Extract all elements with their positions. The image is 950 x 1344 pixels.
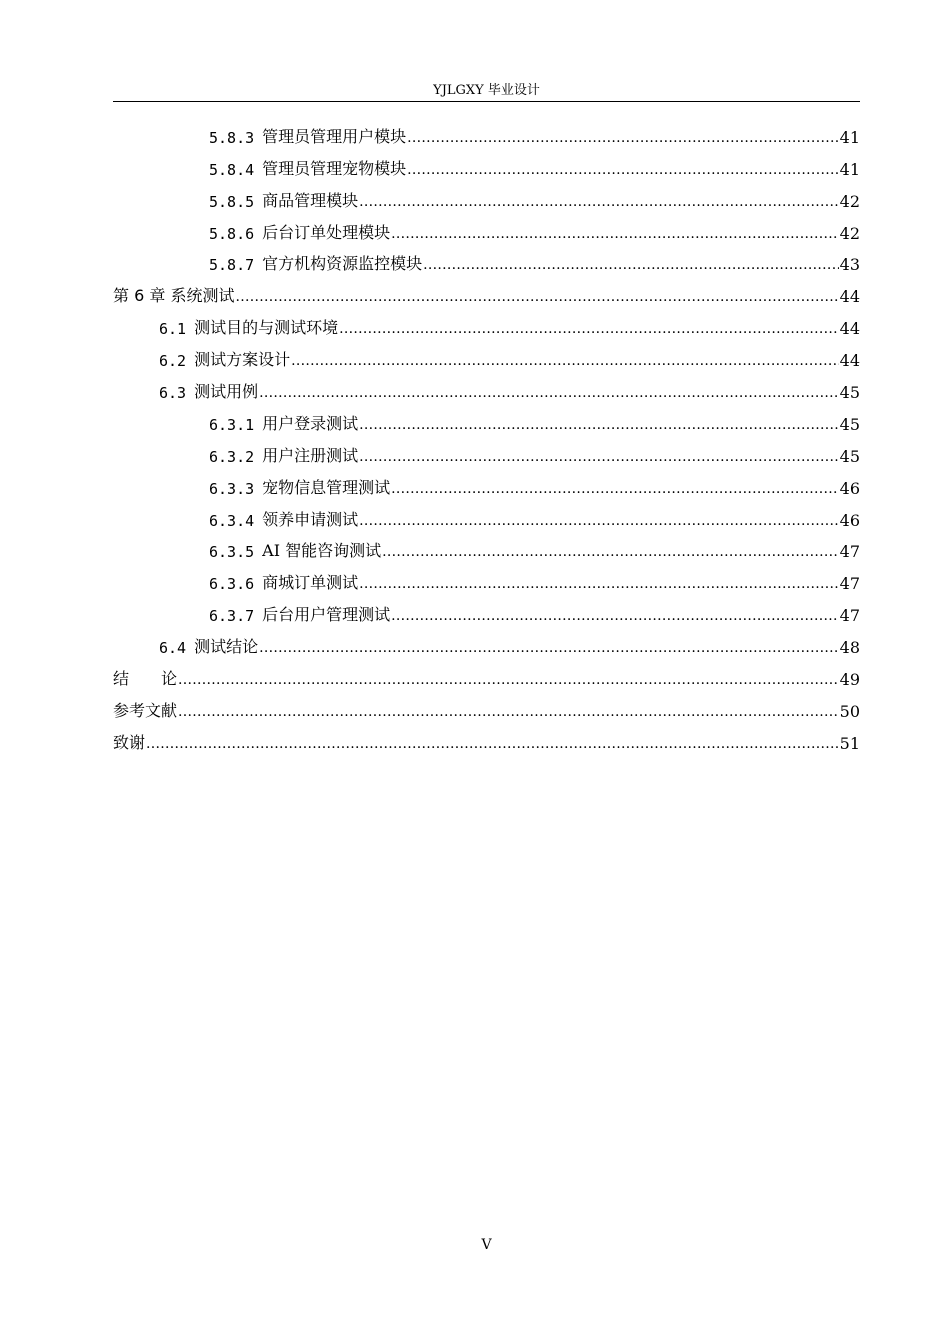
toc-entry-title: 参考文献: [113, 700, 178, 720]
toc-entry-page: 45: [839, 414, 860, 434]
toc-dot-leader: [359, 575, 838, 593]
toc-entry-title: 领养申请测试: [262, 509, 359, 529]
toc-entry[interactable]: [113, 434, 860, 466]
header-divider: [113, 101, 860, 102]
toc-entry-number: 6.2: [159, 352, 187, 371]
toc-dot-leader: [359, 416, 838, 434]
toc-entry[interactable]: [113, 689, 860, 721]
toc-dot-leader: [146, 735, 839, 753]
toc-entry-page: 41: [839, 127, 860, 147]
toc-entry-title: 用户注册测试: [262, 445, 359, 465]
toc-entry-page: 44: [839, 319, 860, 339]
toc-entry-title: 管理员管理宠物模块: [262, 158, 407, 178]
toc-dot-leader: [391, 607, 838, 625]
toc-entry-title: 测试方案设计: [194, 350, 291, 370]
toc-entry-number: 6.3: [159, 384, 187, 403]
toc-entry-number: 5.8.3: [209, 128, 255, 147]
toc-entry-title: 后台用户管理测试: [262, 605, 391, 625]
toc-entry-title: 测试目的与测试环境: [194, 318, 339, 338]
toc-entry-title: 商城订单测试: [262, 573, 359, 593]
toc-dot-leader: [407, 129, 838, 147]
toc-entry-title: 测试结论: [194, 637, 259, 657]
toc-entry-title: 官方机构资源监控模块: [262, 254, 423, 274]
toc-dot-leader: [259, 384, 839, 402]
toc-dot-leader: [235, 288, 838, 306]
toc-entry-number: 6.3.1: [209, 415, 255, 434]
page-number: V: [481, 1237, 492, 1253]
toc-entry-number: 6.3.2: [209, 447, 255, 466]
toc-entry-page: 51: [839, 733, 860, 753]
toc-entry-page: 42: [839, 191, 860, 211]
toc-dot-leader: [178, 671, 839, 689]
toc-entry-title: 商品管理模块: [262, 190, 359, 210]
toc-entry[interactable]: [113, 179, 860, 211]
toc-entry[interactable]: [113, 498, 860, 530]
toc-entry-page: 45: [839, 383, 860, 403]
toc-entry[interactable]: [113, 115, 860, 147]
toc-entry-title: 用户登录测试: [262, 413, 359, 433]
toc-entry[interactable]: [113, 402, 860, 434]
toc-dot-leader: [391, 225, 838, 243]
toc-entry-number: 5.8.4: [209, 160, 255, 179]
toc-entry-number: 6.4: [159, 639, 187, 658]
toc-entry-page: 47: [839, 574, 860, 594]
toc-entry[interactable]: [113, 243, 860, 275]
toc-entry-page: 48: [839, 638, 860, 658]
toc-dot-leader: [391, 480, 838, 498]
toc-dot-leader: [382, 543, 839, 561]
toc-entry-number: 5.8.6: [209, 224, 255, 243]
toc-entry-page: 47: [839, 542, 860, 562]
toc-entry[interactable]: [113, 593, 860, 625]
toc-entry-page: 47: [839, 606, 860, 626]
toc-entry[interactable]: [113, 466, 860, 498]
toc-entry-title: 测试用例: [194, 382, 259, 402]
toc-entry-number: 6.3.4: [209, 511, 255, 530]
toc-dot-leader: [407, 161, 838, 179]
toc-entry-title: 管理员管理用户模块: [262, 126, 407, 146]
toc-entry[interactable]: [113, 306, 860, 338]
page-header: YJLGXY 毕业设计: [433, 83, 540, 98]
toc-entry-page: 45: [839, 446, 860, 466]
toc-dot-leader: [359, 193, 838, 211]
toc-entry-page: 44: [839, 287, 860, 307]
toc-entry[interactable]: [113, 211, 860, 243]
toc-entry-number: 6.3.3: [209, 479, 255, 498]
toc-entry-title: 第 6 章 系统测试: [113, 286, 235, 306]
toc-entry-page: 43: [839, 255, 860, 275]
toc-entry-number: 5.8.5: [209, 192, 255, 211]
toc-dot-leader: [178, 703, 839, 721]
toc-entry[interactable]: [113, 274, 860, 306]
toc-entry[interactable]: [113, 721, 860, 753]
toc-entry-page: 41: [839, 159, 860, 179]
toc-entry-page: 46: [839, 478, 860, 498]
toc-entry-number: 6.1: [159, 320, 187, 339]
toc-dot-leader: [339, 320, 839, 338]
table-of-contents: [113, 115, 860, 753]
toc-dot-leader: [291, 352, 839, 370]
toc-entry-number: 6.3.6: [209, 575, 255, 594]
toc-entry-page: 46: [839, 510, 860, 530]
toc-entry[interactable]: [113, 530, 860, 562]
toc-entry[interactable]: [113, 338, 860, 370]
toc-entry-page: 49: [839, 670, 860, 690]
toc-entry-page: 50: [839, 701, 860, 721]
toc-dot-leader: [423, 256, 838, 274]
toc-entry-title: 结 论: [113, 669, 178, 689]
toc-entry-title: 致谢: [113, 732, 146, 752]
toc-entry-number: 6.3.5: [209, 543, 255, 562]
toc-entry[interactable]: [113, 625, 860, 657]
toc-entry[interactable]: [113, 657, 860, 689]
toc-entry-page: 44: [839, 351, 860, 371]
toc-entry-title: 后台订单处理模块: [262, 222, 391, 242]
toc-entry-page: 42: [839, 223, 860, 243]
toc-entry-title: 宠物信息管理测试: [262, 477, 391, 497]
toc-dot-leader: [359, 448, 838, 466]
toc-entry[interactable]: [113, 370, 860, 402]
toc-entry-title: AI 智能咨询测试: [262, 541, 382, 561]
toc-dot-leader: [259, 639, 839, 657]
toc-entry[interactable]: [113, 147, 860, 179]
toc-entry[interactable]: [113, 561, 860, 593]
toc-entry-number: 6.3.7: [209, 607, 255, 626]
toc-dot-leader: [359, 512, 838, 530]
toc-entry-number: 5.8.7: [209, 256, 255, 275]
